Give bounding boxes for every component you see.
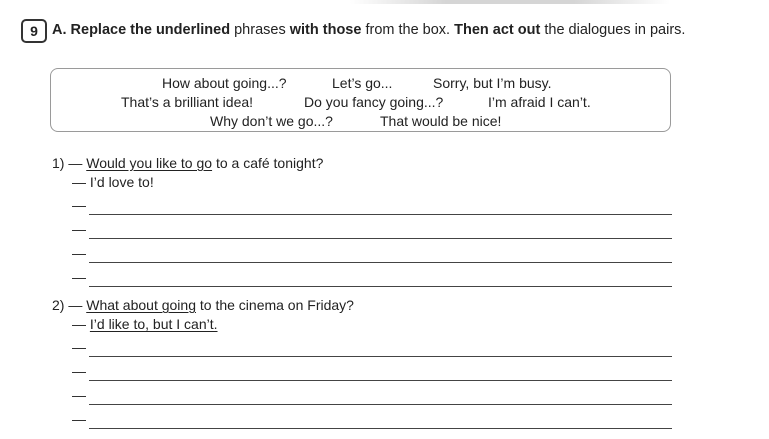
blank-dash: — xyxy=(72,221,86,237)
phrase-sorry-busy: Sorry, but I’m busy. xyxy=(433,75,552,91)
instruction-part: from the box. xyxy=(361,22,455,38)
phrase-why-dont: Why don’t we go...? xyxy=(210,113,333,129)
phrase-fancy-going: Do you fancy going...? xyxy=(304,94,444,110)
dialogue-2-line-1 xyxy=(52,296,354,315)
phrase-brilliant-idea: That’s a brilliant idea! xyxy=(121,94,254,110)
exercise-number-badge: 9 xyxy=(21,19,47,43)
instruction-part: phrases xyxy=(230,22,290,38)
dialogue-number: 1) xyxy=(52,155,65,171)
dialogue-dash: — xyxy=(68,297,83,313)
blank-dash: — xyxy=(72,363,86,379)
underlined-phrase: I’d like to, but I can’t. xyxy=(89,316,218,332)
phrase-box-row xyxy=(51,112,670,131)
blank-dash: — xyxy=(72,197,86,213)
instruction-part: underlined xyxy=(155,22,231,38)
answer-line[interactable] xyxy=(89,380,672,381)
answer-line[interactable] xyxy=(89,238,672,239)
dialogue-dash: — xyxy=(72,316,86,332)
instruction-part: Then act out xyxy=(454,22,541,38)
dialogue-2-line-2 xyxy=(72,315,218,334)
phrase-box xyxy=(50,68,671,132)
blank-dash: — xyxy=(72,339,86,355)
dialogue-number: 2) xyxy=(52,297,65,313)
answer-line[interactable] xyxy=(89,262,672,263)
top-decoration xyxy=(350,0,670,4)
dialogue-text: I’d love to! xyxy=(89,174,154,190)
phrase-would-be-nice: That would be nice! xyxy=(380,113,502,129)
phrase-lets-go: Let’s go... xyxy=(332,75,393,91)
underlined-phrase: Would you like to go xyxy=(86,155,213,171)
answer-line[interactable] xyxy=(89,214,672,215)
blank-dash: — xyxy=(72,387,86,403)
dialogue-1-line-1 xyxy=(52,154,323,173)
instruction-part: A. Replace the xyxy=(52,22,156,38)
dialogue-dash: — xyxy=(72,174,86,190)
blank-dash: — xyxy=(72,245,86,261)
blank-dash: — xyxy=(72,411,86,427)
instruction-part: with those xyxy=(289,22,362,38)
phrase-box-row xyxy=(51,93,670,112)
dialogue-1-line-2 xyxy=(72,173,154,192)
answer-line[interactable] xyxy=(89,286,672,287)
answer-line[interactable] xyxy=(89,428,672,429)
answer-line[interactable] xyxy=(89,356,672,357)
instruction-part: the dialogues in pairs. xyxy=(540,22,686,38)
blank-dash: — xyxy=(72,269,86,285)
dialogue-text: to the cinema on Friday? xyxy=(195,297,354,313)
answer-line[interactable] xyxy=(89,404,672,405)
phrase-box-row xyxy=(51,74,670,93)
phrase-how-about: How about going...? xyxy=(162,75,287,91)
underlined-phrase: What about going xyxy=(86,297,196,313)
phrase-afraid: I’m afraid I can’t. xyxy=(488,94,591,110)
dialogue-dash: — xyxy=(68,155,83,171)
exercise-instruction xyxy=(52,20,692,40)
dialogue-text: to a café tonight? xyxy=(212,155,324,171)
